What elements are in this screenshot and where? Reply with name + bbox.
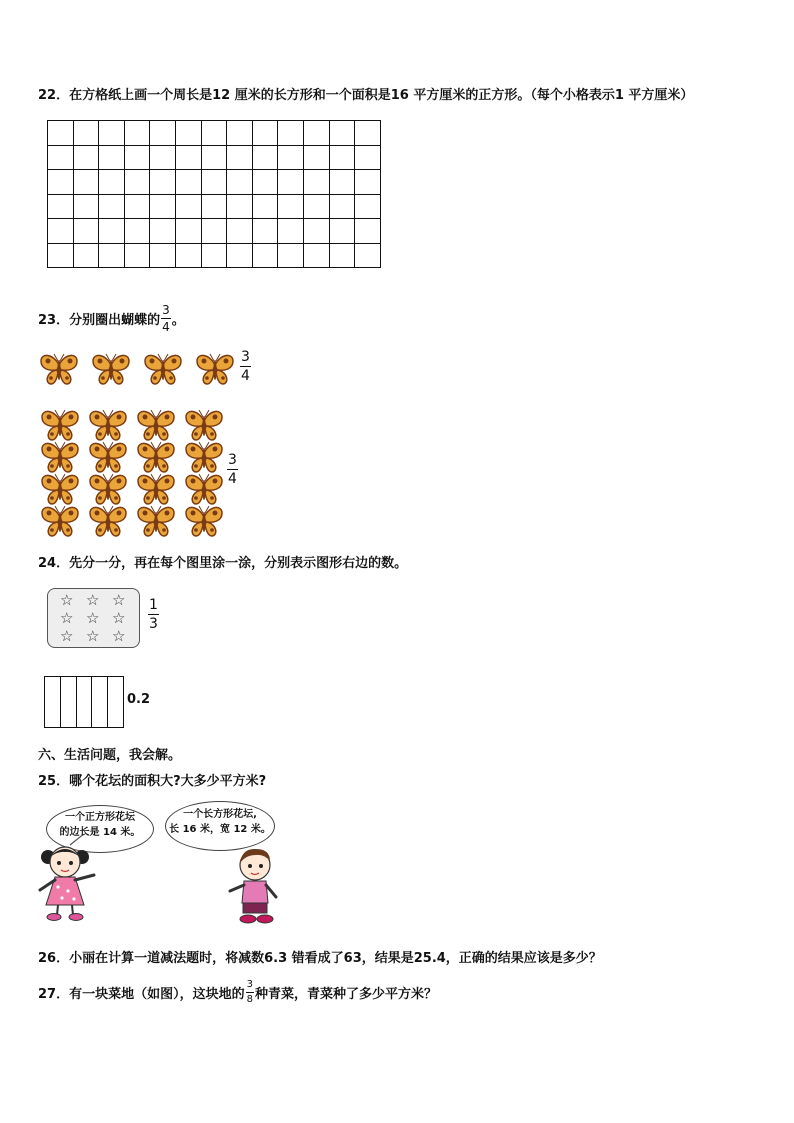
square-grid — [47, 120, 381, 268]
grid-cell[interactable] — [124, 170, 150, 195]
butterfly-icon[interactable] — [40, 407, 80, 443]
star-box — [47, 588, 140, 648]
grid-cell[interactable] — [227, 121, 253, 146]
question-22-text: 22．在方格纸上画一个周长是12 厘米的长方形和一个面积是16 平方厘米的正方形。（每个小格表示1 平方厘米） — [38, 88, 694, 103]
grid-cell[interactable] — [150, 170, 176, 195]
butterfly-group-2-fraction — [227, 453, 238, 486]
bubble-right-line-2: 长 16 米，宽 12 米。 — [169, 824, 271, 835]
grid-cell[interactable] — [124, 243, 150, 268]
grid-cell[interactable] — [355, 243, 381, 268]
question-26 — [38, 947, 602, 966]
grid-cell[interactable] — [201, 121, 227, 146]
fraction-denominator: 4 — [228, 471, 237, 487]
grid-cell[interactable] — [201, 194, 227, 219]
butterfly-icon[interactable] — [136, 503, 176, 539]
grid-cell[interactable] — [303, 170, 329, 195]
butterfly-icon[interactable] — [184, 439, 224, 475]
fraction-numerator: 3 — [228, 452, 237, 468]
grid-cell[interactable] — [278, 170, 304, 195]
star-icon[interactable]: ☆ — [112, 591, 126, 609]
bubble-right-line-1: 一个长方形花坛, — [183, 809, 257, 820]
grid-cell[interactable] — [303, 194, 329, 219]
grid-cell[interactable] — [252, 219, 278, 244]
question-27 — [38, 972, 437, 1012]
boy-illustration — [222, 845, 287, 927]
grid-cell[interactable] — [355, 170, 381, 195]
butterfly-icon[interactable] — [39, 351, 79, 387]
grid-cell[interactable] — [48, 145, 74, 170]
grid-cell[interactable] — [201, 219, 227, 244]
grid-cell[interactable] — [355, 219, 381, 244]
question-27-text-b: 种青菜，青菜种了多少平方米？ — [254, 986, 437, 1002]
question-24 — [38, 552, 407, 571]
star-icon[interactable]: ☆ — [112, 609, 126, 627]
grid-cell[interactable] — [73, 121, 99, 146]
question-24-text: 24．先分一分，再在每个图里涂一涂，分别表示图形右边的数。 — [38, 556, 408, 571]
grid-cell[interactable] — [227, 243, 253, 268]
divider-line — [76, 677, 77, 727]
bubble-left-line-2: 的边长是 14 米。 — [59, 827, 141, 838]
grid-cell[interactable] — [124, 219, 150, 244]
butterfly-icon[interactable] — [136, 471, 176, 507]
butterfly-icon[interactable] — [184, 503, 224, 539]
star-icon[interactable]: ☆ — [86, 627, 100, 645]
question-23 — [38, 298, 185, 338]
bubble-left-line-1: 一个正方形花坛 — [65, 812, 135, 823]
question-25 — [38, 770, 266, 789]
butterfly-icon[interactable] — [40, 439, 80, 475]
grid-cell[interactable] — [278, 219, 304, 244]
divider-line — [91, 677, 92, 727]
striped-rectangle — [44, 676, 124, 728]
question-22 — [38, 84, 693, 103]
fraction-numerator: 3 — [241, 349, 250, 365]
grid-cell[interactable] — [175, 121, 201, 146]
question-26-text: 26．小丽在计算一道减法题时，将减数6.3 错看成了63，结果是25.4，正确的结果应该是多少？ — [38, 951, 602, 966]
fraction-denominator: 8 — [246, 993, 253, 1005]
question-23-end: 。 — [171, 312, 185, 328]
fraction-numerator: 1 — [149, 597, 158, 613]
butterfly-icon[interactable] — [136, 439, 176, 475]
butterfly-icon[interactable] — [136, 407, 176, 443]
divider-line — [107, 677, 108, 727]
star-icon[interactable]: ☆ — [60, 627, 74, 645]
star-icon[interactable]: ☆ — [60, 609, 74, 627]
grid-cell[interactable] — [48, 194, 74, 219]
grid-cell[interactable] — [303, 219, 329, 244]
grid-cell[interactable] — [124, 121, 150, 146]
star-icon[interactable]: ☆ — [86, 609, 100, 627]
fraction-numerator: 3 — [162, 302, 170, 317]
grid-cell[interactable] — [175, 194, 201, 219]
grid-cell[interactable] — [303, 243, 329, 268]
grid-cell[interactable] — [278, 243, 304, 268]
butterfly-icon[interactable] — [40, 503, 80, 539]
grid-cell[interactable] — [99, 170, 125, 195]
butterfly-icon[interactable] — [88, 407, 128, 443]
grid-cell[interactable] — [201, 145, 227, 170]
butterfly-icon[interactable] — [88, 439, 128, 475]
grid-cell[interactable] — [303, 145, 329, 170]
butterfly-icon[interactable] — [88, 471, 128, 507]
grid-cell[interactable] — [329, 121, 355, 146]
grid-cell[interactable] — [252, 170, 278, 195]
question-27-text-a: 27．有一块菜地（如图），这块地的 — [38, 986, 245, 1002]
grid-cell[interactable] — [73, 145, 99, 170]
grid-cell[interactable] — [73, 219, 99, 244]
grid-cell[interactable] — [99, 194, 125, 219]
grid-cell[interactable] — [150, 219, 176, 244]
speech-bubble-right — [165, 801, 275, 851]
grid-cell[interactable] — [252, 243, 278, 268]
grid-cell[interactable] — [124, 145, 150, 170]
grid-cell[interactable] — [329, 219, 355, 244]
grid-cell[interactable] — [329, 243, 355, 268]
grid-cell[interactable] — [73, 194, 99, 219]
grid-cell[interactable] — [150, 194, 176, 219]
fraction-numerator: 3 — [246, 978, 253, 990]
grid-cell[interactable] — [227, 219, 253, 244]
grid-cell[interactable] — [355, 145, 381, 170]
butterfly-icon[interactable] — [143, 351, 183, 387]
question-27-fraction — [246, 980, 254, 1005]
grid-cell[interactable] — [99, 243, 125, 268]
grid-cell[interactable] — [175, 243, 201, 268]
fraction-denominator: 3 — [149, 616, 158, 632]
grid-cell[interactable] — [227, 145, 253, 170]
grid-cell[interactable] — [48, 170, 74, 195]
girl-illustration — [30, 835, 105, 925]
grid-cell[interactable] — [201, 170, 227, 195]
grid-cell[interactable] — [175, 145, 201, 170]
grid-cell[interactable] — [252, 145, 278, 170]
grid-cell[interactable] — [227, 194, 253, 219]
grid-cell[interactable] — [150, 121, 176, 146]
grid-table — [47, 120, 381, 268]
section-6-text: 六、生活问题，我会解。 — [38, 748, 182, 763]
grid-cell[interactable] — [201, 243, 227, 268]
star-icon[interactable]: ☆ — [112, 627, 126, 645]
butterfly-icon[interactable] — [195, 351, 235, 387]
grid-cell[interactable] — [303, 121, 329, 146]
fraction-denominator: 4 — [241, 368, 250, 384]
butterfly-icon[interactable] — [184, 471, 224, 507]
grid-cell[interactable] — [329, 170, 355, 195]
grid-cell[interactable] — [278, 121, 304, 146]
grid-cell[interactable] — [150, 243, 176, 268]
question-23-fraction — [161, 304, 171, 333]
grid-cell[interactable] — [99, 121, 125, 146]
grid-cell[interactable] — [278, 194, 304, 219]
grid-cell[interactable] — [329, 145, 355, 170]
grid-cell[interactable] — [329, 194, 355, 219]
butterfly-icon[interactable] — [91, 351, 131, 387]
grid-cell[interactable] — [278, 145, 304, 170]
grid-cell[interactable] — [355, 194, 381, 219]
grid-cell[interactable] — [227, 170, 253, 195]
grid-cell[interactable] — [355, 121, 381, 146]
section-6-heading — [38, 744, 181, 763]
grid-cell[interactable] — [48, 243, 74, 268]
grid-cell[interactable] — [48, 121, 74, 146]
grid-cell[interactable] — [175, 219, 201, 244]
fraction-denominator: 4 — [162, 319, 170, 334]
star-icon[interactable]: ☆ — [60, 591, 74, 609]
butterfly-icon[interactable] — [88, 503, 128, 539]
rectangle-label: 0.2 — [127, 692, 151, 707]
grid-cell[interactable] — [99, 145, 125, 170]
grid-cell[interactable] — [99, 219, 125, 244]
grid-cell[interactable] — [150, 145, 176, 170]
grid-cell[interactable] — [48, 219, 74, 244]
star-box-fraction — [148, 598, 159, 631]
grid-cell[interactable] — [73, 243, 99, 268]
grid-cell[interactable] — [252, 121, 278, 146]
grid-cell[interactable] — [252, 194, 278, 219]
grid-cell[interactable] — [73, 170, 99, 195]
butterfly-icon[interactable] — [184, 407, 224, 443]
star-icon[interactable]: ☆ — [86, 591, 100, 609]
grid-cell[interactable] — [175, 170, 201, 195]
butterfly-icon[interactable] — [40, 471, 80, 507]
question-23-text: 23．分别圈出蝴蝶的 — [38, 312, 161, 328]
grid-cell[interactable] — [124, 194, 150, 219]
question-25-text: 25．哪个花坛的面积大?大多少平方米? — [38, 774, 267, 789]
butterfly-group-1-fraction — [240, 350, 251, 383]
divider-line — [60, 677, 61, 727]
